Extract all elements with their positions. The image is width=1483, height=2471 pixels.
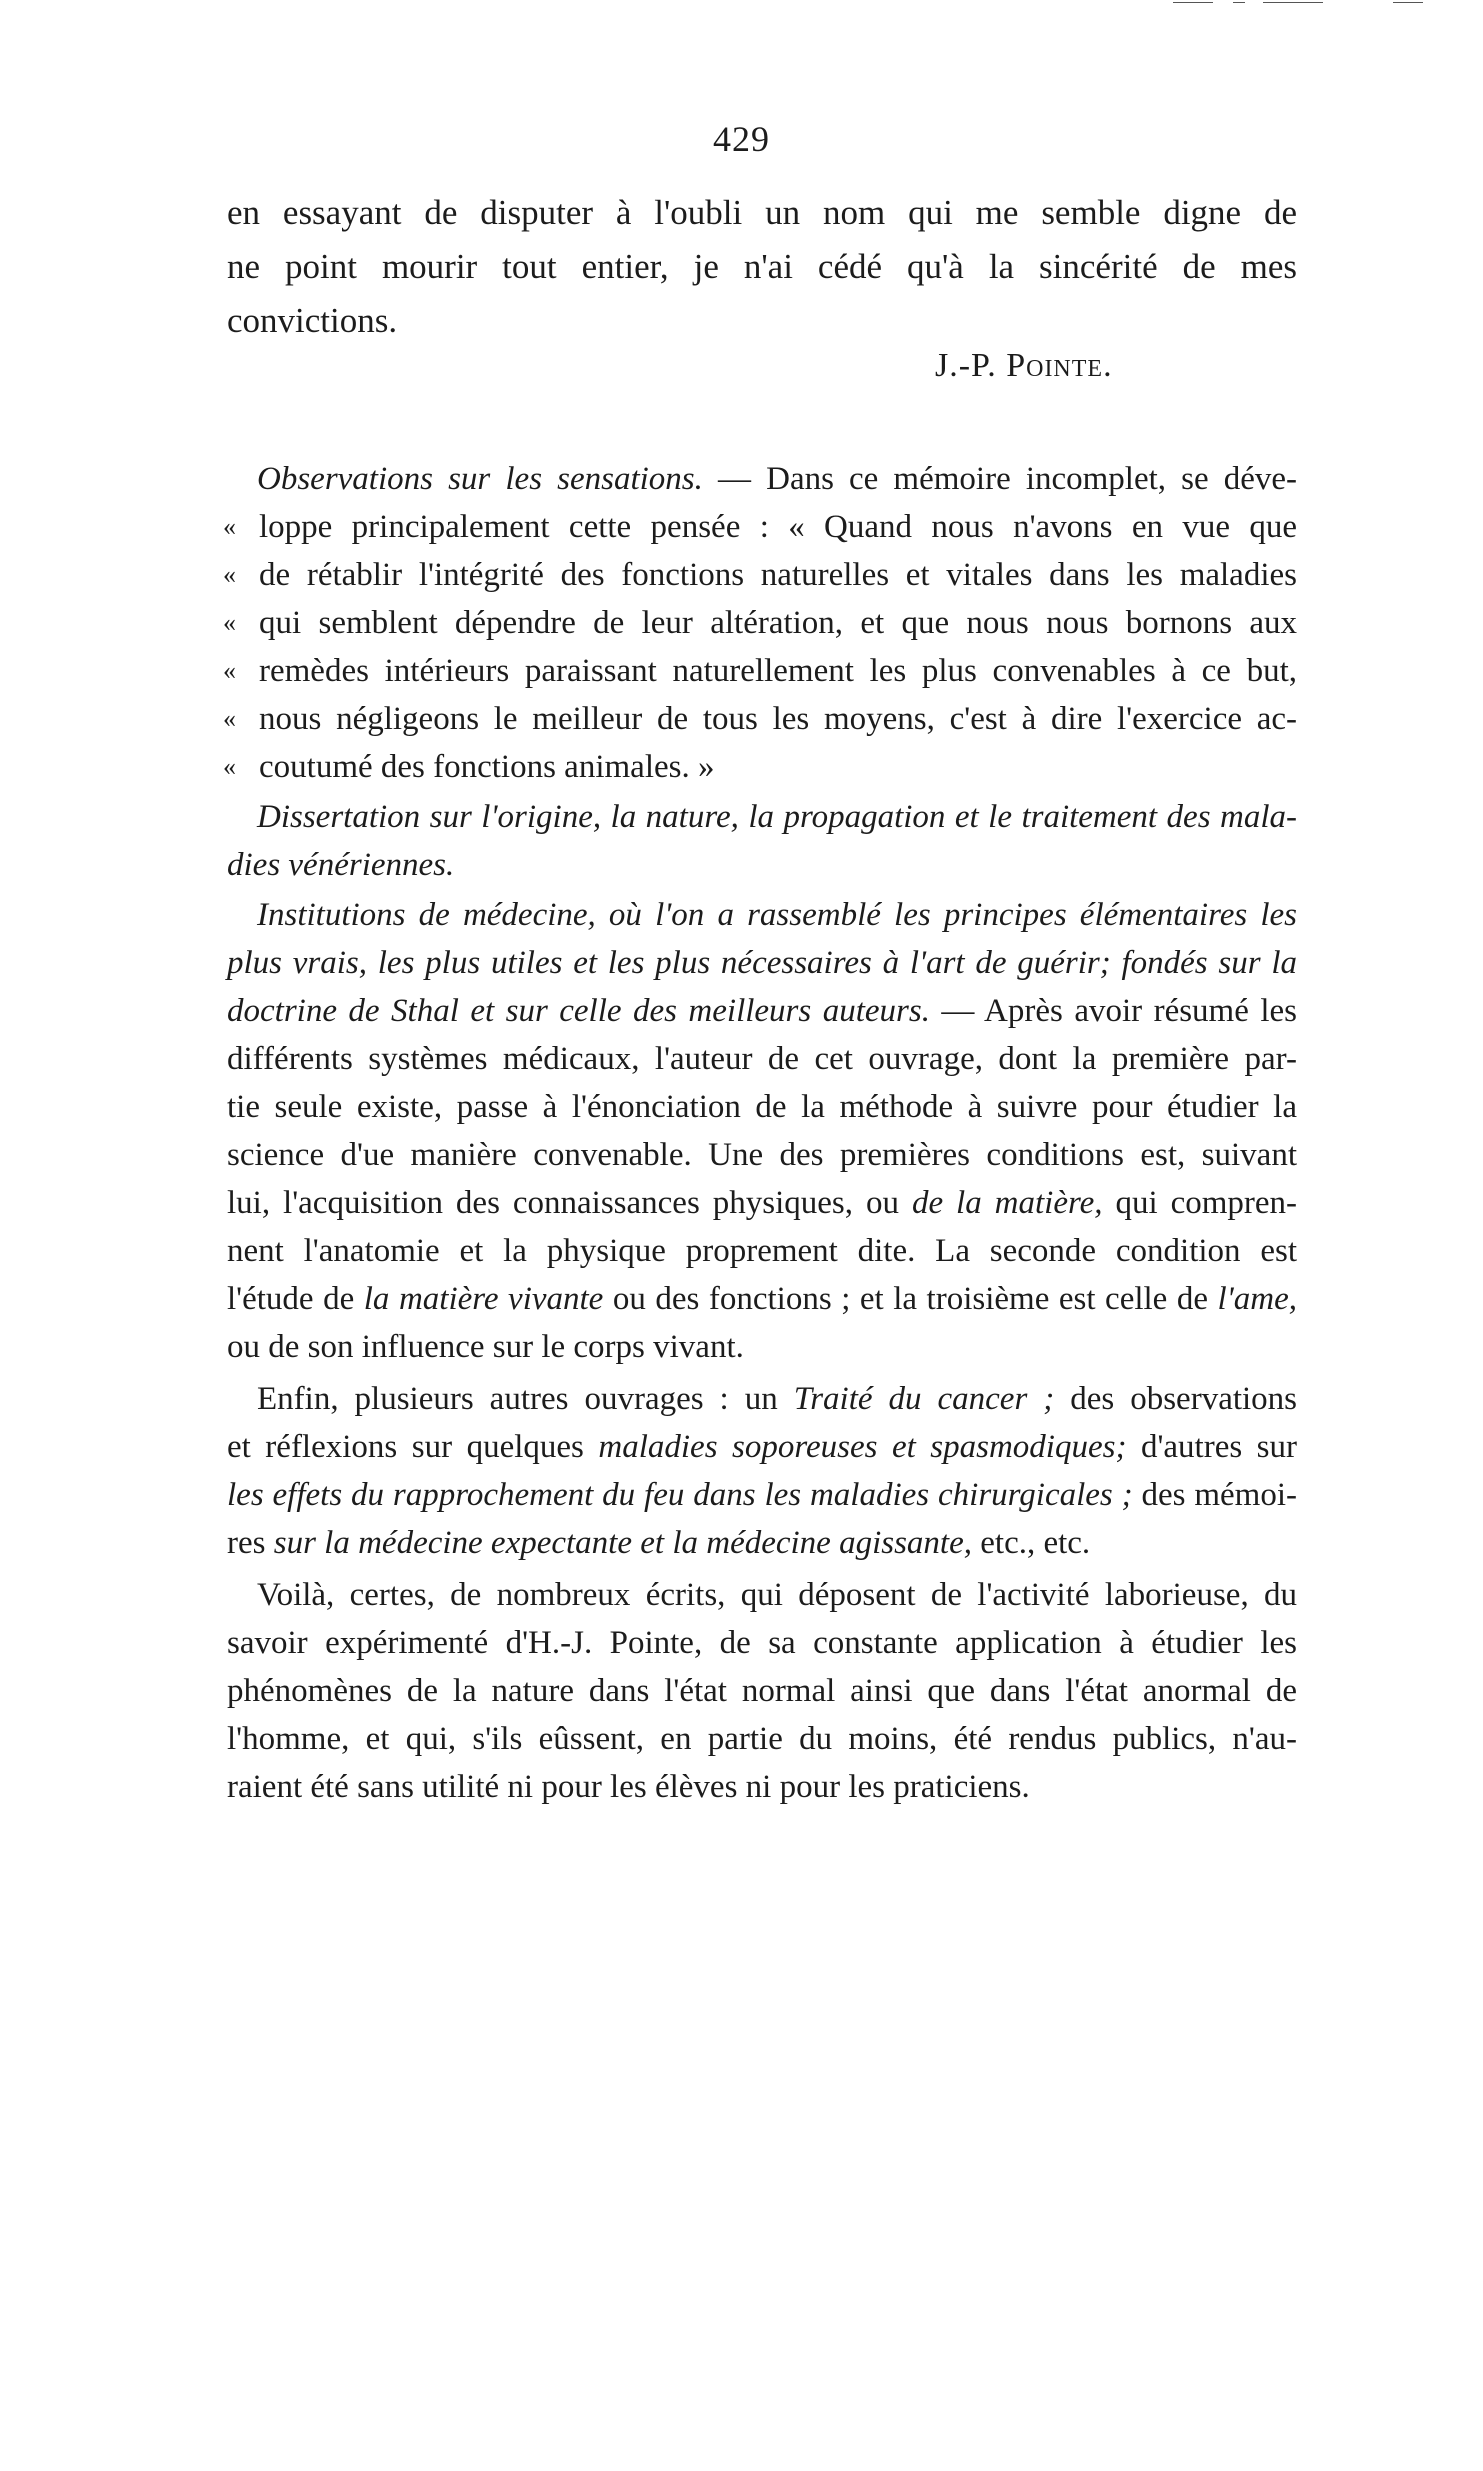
enfin-text: des mémoi- bbox=[1132, 1477, 1297, 1513]
voila-line: Voilà, certes, de nombreux écrits, qui déposent de l'activité laborieuse, du bbox=[257, 1577, 1297, 1613]
institutions-text: lui, l'acquisition des connaissances physiques, ou bbox=[227, 1185, 899, 1221]
institutions-italic: l'ame, bbox=[1217, 1281, 1297, 1317]
quote-line bbox=[223, 743, 1297, 791]
dissertation-title-end: dies vénériennes. bbox=[227, 847, 455, 883]
institutions-line: tie seule existe, passe à l'énonciation de la méthode à suivre pour étudier la bbox=[227, 1089, 1297, 1125]
enfin-text: etc., etc. bbox=[972, 1525, 1091, 1561]
institutions-line: science d'ue manière convenable. Une des premières conditions est, suivant bbox=[227, 1137, 1297, 1173]
page-number: 429 bbox=[713, 119, 770, 159]
opening-line: convictions. bbox=[227, 301, 398, 340]
institutions-line: ou de son influence sur le corps vivant. bbox=[227, 1329, 744, 1365]
institutions-title-line bbox=[227, 891, 1297, 939]
institutions-text: l'étude de bbox=[227, 1281, 364, 1317]
quote-text: remèdes intérieurs paraissant naturellement les plus convenables à ce but, bbox=[259, 653, 1297, 689]
observations-intro: — Dans ce mémoire incomplet, se déve- bbox=[718, 461, 1298, 497]
voila-line: l'homme, et qui, s'ils eûssent, en partie du moins, été rendus publics, n'au- bbox=[227, 1721, 1297, 1757]
enfin-text: des observations bbox=[1054, 1381, 1298, 1417]
quote-text: coutumé des fonctions animales. » bbox=[259, 749, 715, 785]
voila-line: savoir expérimenté d'H.-J. Pointe, de sa constante application à étudier les bbox=[227, 1625, 1297, 1661]
opening-paragraph bbox=[227, 186, 1297, 348]
quote-text: loppe principalement cette pensée : « Quand nous n'avons en vue que bbox=[259, 509, 1297, 545]
enfin-line bbox=[227, 1519, 1297, 1567]
institutions-text: ou des fonctions ; et la troisième est celle de bbox=[603, 1281, 1218, 1317]
scan-edge-marks bbox=[1153, 0, 1453, 6]
enfin-text: d'autres sur bbox=[1126, 1429, 1298, 1465]
opening-line: en essayant de disputer à l'oubli un nom qui me semble digne de bbox=[227, 193, 1297, 232]
voila-line: raient été sans utilité ni pour les élèves ni pour les praticiens. bbox=[227, 1769, 1030, 1805]
observations-title: Observations sur les sensations. bbox=[257, 461, 703, 497]
institutions-line: nent l'anatomie et la physique proprement dite. La seconde condition est bbox=[227, 1233, 1297, 1269]
quote-mark: « bbox=[223, 704, 236, 733]
dissertation-line bbox=[227, 793, 1297, 841]
enfin-line bbox=[227, 1423, 1297, 1471]
institutions-title: plus vrais, les plus utiles et les plus nécessaires à l'art de guérir; fondés sur la bbox=[227, 945, 1297, 981]
institutions-line: différents systèmes médicaux, l'auteur de cet ouvrage, dont la première par- bbox=[227, 1041, 1297, 1077]
enfin-italic: maladies soporeuses et spasmodiques; bbox=[598, 1429, 1127, 1465]
institutions-line bbox=[227, 1179, 1297, 1227]
quote-mark: « bbox=[223, 512, 236, 541]
signature-initials: J.-P. bbox=[935, 347, 997, 384]
quote-mark: « bbox=[223, 752, 236, 781]
observations-paragraph bbox=[223, 455, 1298, 1811]
quote-text: de rétablir l'intégrité des fonctions naturelles et vitales dans les maladies bbox=[259, 557, 1297, 593]
quote-text: nous négligeons le meilleur de tous les moyens, c'est à dire l'exercice ac- bbox=[259, 701, 1297, 737]
enfin-text: Enfin, plusieurs autres ouvrages : un bbox=[257, 1381, 794, 1417]
signature bbox=[935, 347, 1113, 385]
institutions-title-line bbox=[227, 939, 1297, 987]
dissertation-line bbox=[227, 841, 1297, 889]
voila-line: phénomènes de la nature dans l'état normal ainsi que dans l'état anormal de bbox=[227, 1673, 1297, 1709]
enfin-italic: Traité du cancer ; bbox=[793, 1381, 1055, 1417]
quote-mark: « bbox=[223, 608, 236, 637]
signature-surname: Pointe. bbox=[1006, 347, 1113, 384]
quote-line bbox=[223, 647, 1297, 695]
enfin-text: et réflexions sur quelques bbox=[227, 1429, 599, 1465]
enfin-italic: les effets du rapprochement du feu dans les maladies chirurgicales ; bbox=[227, 1477, 1133, 1513]
enfin-line bbox=[227, 1375, 1297, 1423]
institutions-title-end: doctrine de Sthal et sur celle des meilleurs auteurs. bbox=[227, 993, 930, 1029]
institutions-title-line bbox=[227, 987, 1297, 1035]
quote-mark: « bbox=[223, 656, 236, 685]
enfin-text: res bbox=[227, 1525, 274, 1561]
institutions-text: qui compren- bbox=[1102, 1185, 1298, 1221]
opening-line: ne point mourir tout entier, je n'ai cédé qu'à la sincérité de mes bbox=[227, 247, 1297, 286]
quote-line bbox=[223, 503, 1297, 551]
observations-first-line bbox=[227, 455, 1297, 503]
quote-text: qui semblent dépendre de leur altération, et que nous nous bornons aux bbox=[259, 605, 1297, 641]
quote-line bbox=[223, 599, 1297, 647]
dissertation-title: Dissertation sur l'origine, la nature, la propagation et le traitement des mala- bbox=[257, 799, 1297, 835]
quote-mark: « bbox=[223, 560, 236, 589]
institutions-title: Institutions de médecine, où l'on a rassemblé les principes élémentaires les bbox=[257, 897, 1297, 933]
institutions-italic: de la matière, bbox=[911, 1185, 1103, 1221]
institutions-italic: la matière vivante bbox=[363, 1281, 604, 1317]
quote-line bbox=[223, 695, 1297, 743]
enfin-italic: sur la médecine expectante et la médecine agissante, bbox=[273, 1525, 972, 1561]
quote-line bbox=[223, 551, 1297, 599]
enfin-line bbox=[227, 1471, 1297, 1519]
institutions-text: — Après avoir résumé les bbox=[929, 993, 1297, 1029]
institutions-line bbox=[227, 1275, 1297, 1323]
